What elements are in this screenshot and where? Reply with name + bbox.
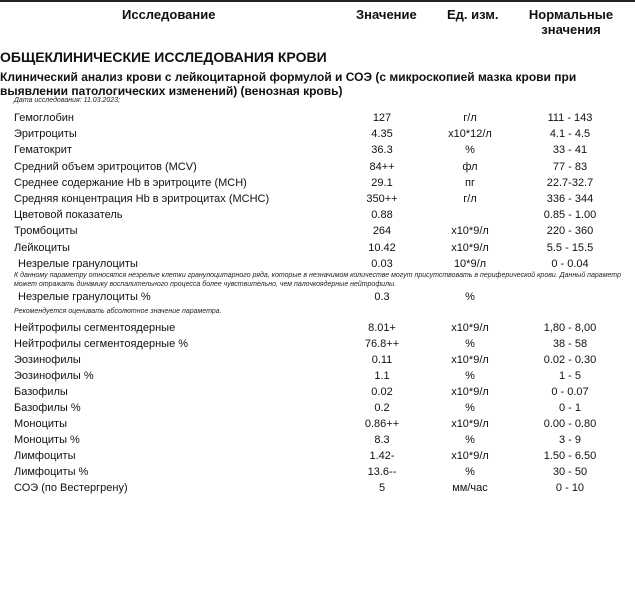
row-unit: пг: [465, 176, 475, 189]
row-value: 1.1: [374, 369, 390, 382]
row-value: 0.2: [374, 401, 390, 414]
row-name: Незрелые гранулоциты: [18, 257, 138, 270]
analysis-subtitle: Клинический анализ крови с лейкоцитарной формулой и СОЭ (с микроскопией мазка крови при выявлении патологических изменений) (венозная кровь): [0, 70, 577, 98]
absolute-value-note: Рекомендуется оценивать абсолютное значение параметра.: [14, 308, 222, 315]
row-norm: 220 - 360: [546, 225, 594, 238]
row-name: Моноциты %: [14, 433, 80, 446]
row-name: Тромбоциты: [14, 225, 78, 238]
table-row: [0, 161, 635, 177]
row-value: 0.03: [371, 257, 393, 270]
row-norm: 0 - 1: [558, 401, 581, 414]
section-title: ОБЩЕКЛИНИЧЕСКИЕ ИССЛЕДОВАНИЯ КРОВИ: [0, 49, 327, 65]
table-row: [0, 177, 635, 193]
row-unit: %: [465, 401, 475, 414]
table-row: [0, 370, 635, 386]
row-value: 4.35: [371, 128, 393, 141]
row-norm: 22.7-32.7: [546, 176, 594, 189]
row-norm: 33 - 41: [552, 144, 588, 157]
table-row: [0, 209, 635, 225]
row-value: 36.3: [371, 144, 393, 157]
row-name: Эритроциты: [14, 128, 77, 141]
column-header-norm: Нормальные значения: [528, 7, 614, 37]
row-name: Эозинофилы %: [14, 369, 94, 382]
row-norm: 0.85 - 1.00: [543, 209, 597, 222]
table-row: [0, 112, 635, 128]
row-norm: 5.5 - 15.5: [546, 241, 594, 254]
row-norm: 38 - 58: [552, 337, 588, 350]
row-name: Незрелые гранулоциты %: [18, 291, 151, 303]
table-row: [0, 144, 635, 160]
row-name: Среднее содержание Hb в эритроците (MCH): [14, 176, 247, 189]
row-unit: мм/час: [452, 481, 488, 494]
row-norm: 1.50 - 6.50: [543, 449, 597, 462]
row-norm: 77 - 83: [552, 160, 588, 173]
row-name: Гематокрит: [14, 144, 72, 157]
row-norm: 0 - 10: [555, 481, 585, 494]
row-unit: х10*9/л: [451, 417, 489, 430]
table-row: [0, 466, 635, 482]
row-unit: х10*9/л: [451, 449, 489, 462]
table-row: [0, 242, 635, 258]
row-unit: %: [465, 337, 475, 350]
row-value: 1.42-: [369, 449, 395, 462]
row-norm: 111 - 143: [547, 112, 593, 124]
row-name: Базофилы: [14, 385, 68, 398]
table-row: [0, 322, 635, 338]
row-value: 76.8++: [364, 337, 400, 350]
table-row: [0, 354, 635, 370]
table-row: [0, 193, 635, 209]
row-unit: х10*9/л: [451, 322, 489, 334]
table-row: [0, 128, 635, 144]
row-unit: %: [465, 433, 475, 446]
table-row: [0, 225, 635, 241]
row-unit: фл: [462, 160, 478, 173]
row-norm: 4.1 - 4.5: [549, 128, 591, 141]
row-name: Лимфоциты %: [14, 465, 89, 478]
row-unit: 10*9/л: [453, 257, 487, 270]
row-value: 127: [372, 112, 392, 124]
row-unit: х10*9/л: [451, 241, 489, 254]
row-unit: х10*9/л: [451, 225, 489, 238]
study-date: Дата исследования: 11.03.2023;: [14, 97, 121, 104]
row-value: 8.01+: [368, 322, 396, 334]
table-row: [0, 450, 635, 466]
row-norm: 3 - 9: [558, 433, 581, 446]
row-unit: х10*9/л: [451, 353, 489, 366]
row-value: 29.1: [371, 176, 393, 189]
row-unit: %: [465, 291, 475, 303]
table-row: [0, 338, 635, 354]
row-name: Средний объем эритроцитов (MCV): [14, 160, 197, 173]
row-unit: г/л: [463, 112, 477, 124]
top-border-line: [0, 0, 635, 2]
row-value: 10.42: [368, 241, 396, 254]
row-name: СОЭ (по Вестергрену): [14, 481, 128, 494]
column-header-unit: Ед. изм.: [447, 7, 499, 22]
row-value: 0.11: [371, 353, 393, 366]
row-name: Лимфоциты: [14, 449, 76, 462]
row-name: Лейкоциты: [14, 241, 70, 254]
row-unit: %: [465, 369, 475, 382]
row-name: Базофилы %: [14, 401, 81, 414]
immature-granulocytes-note: К данному параметру относятся незрелые клетки гранулоцитарного ряда, которые в незначимом количестве могут присутствовать в периферической крови. Данный параметр может отражать динамику воспалительного процесса более чувствительно, чем палочкоядерные нейтрофилы.: [14, 272, 621, 288]
column-header-test: Исследование: [122, 7, 216, 22]
row-value: 0.86++: [364, 417, 400, 430]
row-value: 5: [378, 481, 386, 494]
row-norm: 0.02 - 0.30: [543, 353, 597, 366]
table-row: [0, 434, 635, 450]
row-value: 0.02: [371, 385, 393, 398]
column-header-value: Значение: [356, 7, 417, 22]
table-row: [0, 402, 635, 418]
row-unit: %: [465, 465, 475, 478]
row-value: 84++: [369, 160, 395, 173]
row-norm: 336 - 344: [546, 193, 594, 205]
row-unit: г/л: [463, 193, 477, 205]
row-name: Нейтрофилы сегментоядерные: [14, 322, 176, 334]
row-name: Моноциты: [14, 417, 67, 430]
row-value: 13.6--: [367, 465, 397, 478]
row-name: Цветовой показатель: [14, 209, 123, 222]
row-norm: 0 - 0.07: [551, 385, 589, 398]
row-unit: %: [465, 144, 475, 157]
row-value: 0.88: [371, 209, 393, 222]
table-row: [0, 291, 635, 307]
row-norm: 1,80 - 8,00: [543, 322, 597, 334]
row-value: 8.3: [374, 433, 390, 446]
row-name: Средняя концентрация Hb в эритроцитах (MCHC): [14, 193, 270, 205]
row-norm: 0.00 - 0.80: [543, 417, 597, 430]
row-name: Нейтрофилы сегментоядерные %: [14, 337, 189, 350]
row-unit: х10*9/л: [451, 385, 489, 398]
table-row: [0, 386, 635, 402]
row-unit: х10*12/л: [448, 128, 492, 141]
row-value: 0.3: [374, 291, 390, 303]
row-norm: 0 - 0.04: [551, 257, 589, 270]
row-name: Гемоглобин: [14, 112, 74, 124]
row-norm: 30 - 50: [552, 465, 588, 478]
row-value: 264: [372, 225, 392, 238]
row-name: Эозинофилы: [14, 353, 81, 366]
table-row: [0, 482, 635, 498]
table-row: [0, 418, 635, 434]
row-value: 350++: [366, 193, 398, 205]
row-norm: 1 - 5: [558, 369, 581, 382]
